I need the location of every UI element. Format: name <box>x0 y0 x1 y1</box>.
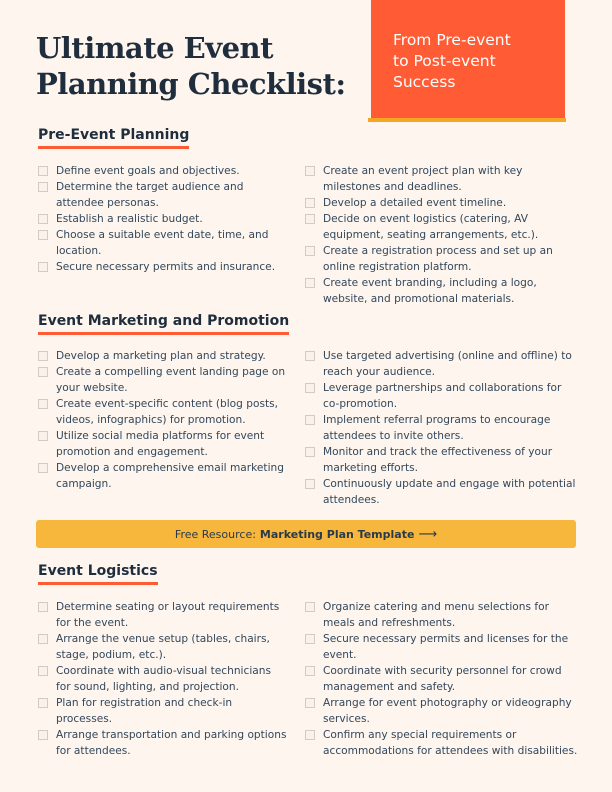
checklist-item-label: Leverage partnerships and collaborations for co-promotion. <box>323 382 562 410</box>
header-tag-underline <box>368 118 566 122</box>
checklist-item-label: Develop a marketing plan and strategy. <box>56 350 266 362</box>
checklist-item <box>38 179 288 211</box>
checklist-item-label: Arrange the venue setup (tables, chairs, stage, podium, etc.). <box>56 633 270 661</box>
checklist-item-label: Arrange transportation and parking options for attendees. <box>56 729 287 757</box>
checklist-item <box>305 412 580 444</box>
checklist-item <box>38 428 288 460</box>
checklist-item <box>305 444 580 476</box>
checkbox-icon[interactable] <box>38 166 48 176</box>
checkbox-icon[interactable] <box>38 666 48 676</box>
checklist-item <box>38 348 288 364</box>
checklist-item-label: Utilize social media platforms for event promotion and engagement. <box>56 430 265 458</box>
section-heading-marketing: Event Marketing and Promotion <box>38 313 289 335</box>
checkbox-icon[interactable] <box>305 479 315 489</box>
checklist-item <box>305 727 580 759</box>
checklist-item-label: Organize catering and menu selections for meals and refreshments. <box>323 601 549 629</box>
checklist-item-label: Establish a realistic budget. <box>56 213 203 225</box>
title-line-1: Ultimate Event <box>36 31 274 65</box>
checklist-item-label: Monitor and track the effectiveness of your marketing efforts. <box>323 446 553 474</box>
checklist-item-label: Continuously update and engage with potential attendees. <box>323 478 576 506</box>
checklist-item-label: Develop a detailed event timeline. <box>323 197 507 209</box>
checklist-item-label: Secure necessary permits and licenses for the event. <box>323 633 569 661</box>
checklist-item <box>38 663 288 695</box>
checklist-item-label: Determine the target audience and attendee personas. <box>56 181 244 209</box>
arrow-right-icon: ⟶ <box>418 526 438 542</box>
checklist-item-label: Implement referral programs to encourage attendees to invite others. <box>323 414 551 442</box>
checklist-item <box>38 163 288 179</box>
checklist-item-label: Plan for registration and check-in processes. <box>56 697 233 725</box>
checklist-item <box>305 348 580 380</box>
checkbox-icon[interactable] <box>38 214 48 224</box>
section-heading-logistics: Event Logistics <box>38 563 158 585</box>
checklist-item-label: Choose a suitable event date, time, and location. <box>56 229 269 257</box>
checkbox-icon[interactable] <box>38 431 48 441</box>
checkbox-icon[interactable] <box>305 351 315 361</box>
checklist-item-label: Use targeted advertising (online and offline) to reach your audience. <box>323 350 572 378</box>
banner-link[interactable]: Marketing Plan Template <box>259 527 415 541</box>
header-tag-text <box>393 30 511 93</box>
checkbox-icon[interactable] <box>305 166 315 176</box>
checklist-item-label: Determine seating or layout requirements for the event. <box>56 601 280 629</box>
checkbox-icon[interactable] <box>38 602 48 612</box>
checkbox-icon[interactable] <box>305 278 315 288</box>
checklist-item-label: Create a compelling event landing page on your website. <box>56 366 286 394</box>
checklist-item <box>305 275 580 307</box>
checkbox-icon[interactable] <box>38 463 48 473</box>
checkbox-icon[interactable] <box>38 351 48 361</box>
header-tag <box>371 0 565 120</box>
checkbox-icon[interactable] <box>305 214 315 224</box>
pre-event-right-list <box>305 163 580 307</box>
checklist-item-label: Create event-specific content (blog posts, videos, infographics) for promotion. <box>56 398 279 426</box>
checkbox-icon[interactable] <box>305 447 315 457</box>
checklist-item <box>305 695 580 727</box>
checkbox-icon[interactable] <box>305 634 315 644</box>
header-tag-line-2: to Post-event <box>393 52 496 70</box>
checklist-item-label: Define event goals and objectives. <box>56 165 240 177</box>
checkbox-icon[interactable] <box>38 182 48 192</box>
checkbox-icon[interactable] <box>305 246 315 256</box>
checkbox-icon[interactable] <box>38 698 48 708</box>
checklist-item-label: Secure necessary permits and insurance. <box>56 261 276 273</box>
checklist-item <box>38 396 288 428</box>
checklist-item <box>38 259 288 275</box>
checkbox-icon[interactable] <box>305 602 315 612</box>
checklist-item <box>38 727 288 759</box>
marketing-right-list <box>305 348 580 508</box>
checklist-item <box>38 599 288 631</box>
checklist-item-label: Develop a comprehensive email marketing campaign. <box>56 462 284 490</box>
checklist-item-label: Arrange for event photography or videography services. <box>323 697 572 725</box>
checkbox-icon[interactable] <box>38 634 48 644</box>
checklist-item <box>305 631 580 663</box>
checkbox-icon[interactable] <box>305 666 315 676</box>
banner-prefix: Free Resource: <box>174 527 256 541</box>
checkbox-icon[interactable] <box>38 230 48 240</box>
checklist-item <box>38 631 288 663</box>
marketing-left-list <box>38 348 288 492</box>
header-tag-line-1: From Pre-event <box>393 31 511 49</box>
logistics-left-list <box>38 599 288 759</box>
checklist-item <box>305 243 580 275</box>
checklist-item-label: Create a registration process and set up an online registration platform. <box>323 245 553 273</box>
checkbox-icon[interactable] <box>305 698 315 708</box>
checkbox-icon[interactable] <box>38 730 48 740</box>
checklist-item <box>38 211 288 227</box>
checkbox-icon[interactable] <box>305 730 315 740</box>
checkbox-icon[interactable] <box>305 198 315 208</box>
checklist-item <box>305 476 580 508</box>
checkbox-icon[interactable] <box>305 383 315 393</box>
checklist-item-label: Decide on event logistics (catering, AV equipment, seating arrangements, etc.). <box>323 213 539 241</box>
checklist-item-label: Coordinate with security personnel for crowd management and safety. <box>323 665 562 693</box>
header-tag-line-3: Success <box>393 73 456 91</box>
checklist-item <box>305 380 580 412</box>
checkbox-icon[interactable] <box>38 262 48 272</box>
checklist-item <box>38 364 288 396</box>
checklist-item-label: Create event branding, including a logo, website, and promotional materials. <box>323 277 537 305</box>
checklist-item <box>38 460 288 492</box>
checkbox-icon[interactable] <box>38 399 48 409</box>
checklist-item-label: Create an event project plan with key milestones and deadlines. <box>323 165 523 193</box>
checklist-item <box>38 227 288 259</box>
checklist-item <box>305 211 580 243</box>
title-line-2: Planning Checklist: <box>36 67 346 101</box>
checkbox-icon[interactable] <box>305 415 315 425</box>
checkbox-icon[interactable] <box>38 367 48 377</box>
checklist-item <box>38 695 288 727</box>
logistics-right-list <box>305 599 580 759</box>
free-resource-banner[interactable] <box>36 520 576 548</box>
section-heading-pre-event: Pre-Event Planning <box>38 127 189 149</box>
checklist-item-label: Confirm any special requirements or accommodations for attendees with disabilities. <box>323 729 578 757</box>
checklist-item <box>305 163 580 195</box>
checklist-item <box>305 663 580 695</box>
page-title <box>36 30 346 102</box>
checklist-item <box>305 195 580 211</box>
pre-event-left-list <box>38 163 288 275</box>
checklist-item <box>305 599 580 631</box>
checklist-item-label: Coordinate with audio-visual technicians for sound, lighting, and projection. <box>56 665 271 693</box>
